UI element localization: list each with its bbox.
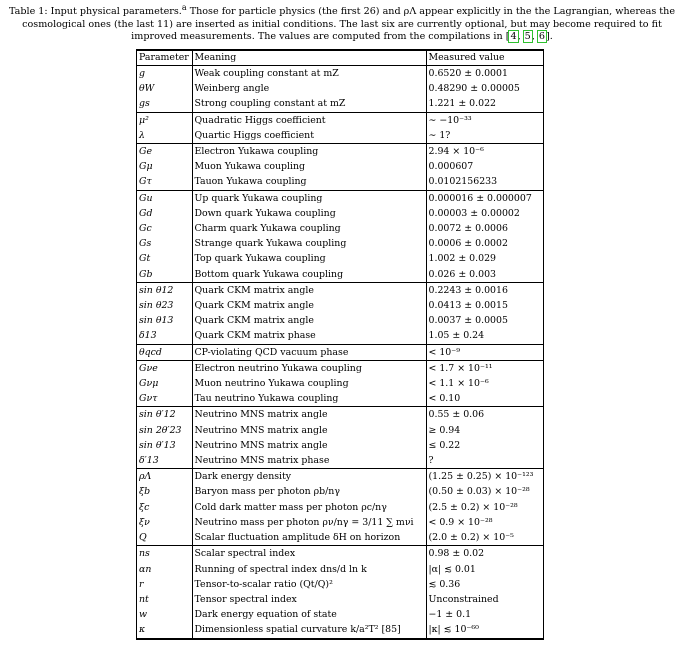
parameters-table: [136, 49, 544, 640]
value-cell: 2.94 × 10⁻⁶: [426, 144, 543, 160]
parameter-cell: Gs: [137, 236, 192, 251]
value-cell: 0.48290 ± 0.00005: [428, 83, 520, 95]
meaning-cell: Top quark Yukawa coupling: [192, 251, 426, 266]
parameter-cell: sin 2θ′23: [137, 423, 192, 438]
meaning-cell: Electron neutrino Yukawa coupling: [192, 360, 426, 376]
table-row: [137, 159, 543, 174]
value-cell: ∼ −10⁻³³: [426, 112, 543, 128]
parameter-cell: ξν: [137, 515, 192, 530]
caption-lead: Table 1: Input physical parameters.: [8, 6, 182, 18]
parameter-cell: μ²: [137, 112, 192, 128]
table-row: [137, 391, 543, 407]
table-row: [137, 267, 543, 283]
value-cell: < 0.9 × 10⁻²⁸: [428, 516, 493, 528]
parameter-cell: r: [137, 577, 192, 592]
citation-link[interactable]: 5: [524, 31, 531, 43]
meaning-cell: Quark CKM matrix angle: [192, 282, 426, 298]
table-row: [137, 577, 543, 592]
parameter-cell: ξb: [137, 484, 192, 499]
citation-link[interactable]: 6: [538, 31, 545, 43]
meaning-cell: Neutrino MNS matrix angle: [192, 438, 426, 453]
value-cell: 1.05 ± 0.24: [428, 330, 485, 342]
value-cell: (0.50 ± 0.03) × 10⁻²⁸: [428, 486, 530, 498]
parameter-cell: δ′13: [137, 453, 192, 469]
table-row: [137, 453, 543, 469]
value-cell: ?: [428, 455, 434, 467]
table-row: [137, 469, 543, 485]
table-row: [137, 407, 543, 423]
meaning-cell: Tensor-to-scalar ratio (Qt/Q)²: [192, 577, 426, 592]
value-cell: 0.0413 ± 0.0015: [428, 300, 508, 312]
meaning-cell: Electron Yukawa coupling: [192, 144, 426, 160]
value-cell: (2.5 ± 0.2) × 10⁻²⁸: [428, 501, 518, 513]
header-meaning: Meaning: [192, 51, 426, 66]
parameter-cell: θW: [137, 81, 192, 96]
parameter-cell: Gνμ: [137, 376, 192, 391]
value-cell: ≤ 0.22: [428, 439, 461, 451]
table-row: [137, 328, 543, 344]
table-row: [137, 562, 543, 577]
meaning-cell: Quadratic Higgs coefficient: [192, 112, 426, 128]
table-row: [137, 236, 543, 251]
value-cell: ≥ 0.94: [428, 424, 461, 436]
value-cell: ≲ 0.36: [428, 578, 461, 590]
table-body: [137, 66, 543, 638]
value-cell: 0.6520 ± 0.0001: [426, 66, 543, 82]
parameter-cell: ns: [137, 546, 192, 562]
meaning-cell: Charm quark Yukawa coupling: [192, 221, 426, 236]
parameter-cell: κ: [137, 622, 192, 637]
parameter-cell: Gμ: [137, 159, 192, 174]
table-row: [137, 221, 543, 236]
parameter-cell: w: [137, 607, 192, 622]
meaning-cell: Weak coupling constant at mZ: [192, 66, 426, 82]
value-cell: < 1.1 × 10⁻⁶: [428, 378, 489, 390]
parameter-cell: Gc: [137, 221, 192, 236]
table-row: [137, 206, 543, 221]
table-row: [137, 251, 543, 266]
meaning-cell: Cold dark matter mass per photon ρc/nγ: [192, 500, 426, 515]
parameter-cell: Q: [137, 530, 192, 546]
value-cell: 0.98 ± 0.02: [426, 546, 543, 562]
meaning-cell: Scalar fluctuation amplitude δH on horizon: [192, 530, 426, 546]
table-row: [137, 546, 543, 562]
parameter-cell: Gu: [137, 190, 192, 206]
parameter-cell: sin θ′12: [137, 407, 192, 423]
table-row: [137, 112, 543, 128]
table-row: [137, 66, 543, 82]
value-cell: 0.0102156233: [428, 176, 498, 188]
parameter-cell: ξc: [137, 500, 192, 515]
meaning-cell: Quark CKM matrix phase: [192, 328, 426, 344]
meaning-cell: Dark energy density: [192, 469, 426, 485]
parameter-cell: Gντ: [137, 391, 192, 407]
table-row: [137, 500, 543, 515]
parameter-cell: sin θ12: [137, 282, 192, 298]
meaning-cell: Muon Yukawa coupling: [192, 159, 426, 174]
parameter-cell: g: [137, 66, 192, 82]
caption-end: .: [549, 31, 553, 43]
meaning-cell: Baryon mass per photon ρb/nγ: [192, 484, 426, 499]
meaning-cell: Bottom quark Yukawa coupling: [192, 267, 426, 283]
table-row: [137, 592, 543, 607]
value-cell: 0.000016 ± 0.000007: [426, 190, 543, 206]
meaning-cell: Tensor spectral index: [192, 592, 426, 607]
header-measured-value: Measured value: [426, 51, 543, 66]
meaning-cell: Muon neutrino Yukawa coupling: [192, 376, 426, 391]
table-row: [137, 622, 543, 637]
caption-footnote-marker: a: [181, 3, 187, 12]
parameter-cell: λ: [137, 128, 192, 144]
caption-body: Those for particle physics (the first 26) and ρΛ appear explicitly in the the Lagrangian, whereas the cosmological ones (the last 11) are inserted as initial conditions. The last six are currently optional, but may become required to fit improved measurements. The values are computed from the compilations in: [22, 6, 676, 43]
table-row: [137, 423, 543, 438]
parameter-cell: Gτ: [137, 174, 192, 190]
table-caption: Table 1: Input physical parameters.$^a$ Those for particle physics (the first 26) and ρΛ appear explicitly in the the Lagrangian, whereas the cosmological ones (the last 11) are inserted as initial conditions. The last six are currently optional, but may become required to fit improved measurements. The values are computed from the compilations in [4, 5, 6].: [8, 3, 676, 43]
table-row: [137, 144, 543, 160]
table-row: [137, 298, 543, 313]
table-row: [137, 515, 543, 530]
table-row: [137, 344, 543, 360]
table-row: [137, 484, 543, 499]
parameter-cell: αn: [137, 562, 192, 577]
meaning-cell: Neutrino mass per photon ρν/nγ = 3/11 ∑ mνi: [192, 515, 426, 530]
table-row: [137, 438, 543, 453]
meaning-cell: Strange quark Yukawa coupling: [192, 236, 426, 251]
parameter-cell: Ge: [137, 144, 192, 160]
meaning-cell: Quark CKM matrix angle: [192, 298, 426, 313]
parameter-cell: nt: [137, 592, 192, 607]
parameter-cell: Gt: [137, 251, 192, 266]
value-cell: 0.026 ± 0.003: [428, 268, 496, 280]
meaning-cell: Running of spectral index dns/d ln k: [192, 562, 426, 577]
meaning-cell: Quark CKM matrix angle: [192, 313, 426, 328]
value-cell: 0.0072 ± 0.0006: [428, 223, 508, 235]
meaning-cell: Neutrino MNS matrix angle: [192, 423, 426, 438]
value-cell: ∼ 1?: [428, 129, 451, 141]
value-cell: (1.25 ± 0.25) × 10⁻¹²³: [426, 469, 543, 485]
meaning-cell: Dark energy equation of state: [192, 607, 426, 622]
meaning-cell: Neutrino MNS matrix phase: [192, 453, 426, 469]
header-parameter: Parameter: [137, 51, 192, 66]
parameter-cell: Gνe: [137, 360, 192, 376]
parameter-cell: Gb: [137, 267, 192, 283]
meaning-cell: Scalar spectral index: [192, 546, 426, 562]
meaning-cell: Tauon Yukawa coupling: [192, 174, 426, 190]
value-cell: 1.002 ± 0.029: [428, 253, 496, 265]
meaning-cell: Up quark Yukawa coupling: [192, 190, 426, 206]
parameter-cell: sin θ23: [137, 298, 192, 313]
meaning-cell: Strong coupling constant at mZ: [192, 96, 426, 112]
table-row: [137, 96, 543, 112]
meaning-cell: CP-violating QCD vacuum phase: [192, 344, 426, 360]
table-row: [137, 376, 543, 391]
value-cell: 0.0006 ± 0.0002: [428, 238, 508, 250]
value-cell: < 1.7 × 10⁻¹¹: [426, 360, 543, 376]
value-cell: |α| ≲ 0.01: [428, 563, 476, 575]
parameter-cell: Gd: [137, 206, 192, 221]
value-cell: < 10⁻⁹: [426, 344, 543, 360]
value-cell: −1 ± 0.1: [428, 609, 472, 621]
parameter-cell: δ13: [137, 328, 192, 344]
table-row: [137, 360, 543, 376]
meaning-cell: Tau neutrino Yukawa coupling: [192, 391, 426, 407]
table-row: [137, 81, 543, 96]
value-cell: 0.00003 ± 0.00002: [428, 207, 520, 219]
value-cell: Unconstrained: [428, 593, 499, 605]
table-row: [137, 607, 543, 622]
table-header-row: [137, 51, 543, 66]
value-cell: 0.55 ± 0.06: [426, 407, 543, 423]
table-row: [137, 313, 543, 328]
meaning-cell: Dimensionless spatial curvature k/a²T² [85]: [192, 622, 426, 637]
parameter-cell: sin θ′13: [137, 438, 192, 453]
value-cell: |κ| ≲ 10⁻⁶⁰: [428, 624, 479, 636]
parameter-cell: gs: [137, 96, 192, 112]
meaning-cell: Down quark Yukawa coupling: [192, 206, 426, 221]
table-row: [137, 174, 543, 190]
parameter-cell: θqcd: [137, 344, 192, 360]
table-row: [137, 530, 543, 546]
parameter-cell: ρΛ: [137, 469, 192, 485]
value-cell: 0.0037 ± 0.0005: [428, 315, 508, 327]
table-row: [137, 282, 543, 298]
value-cell: 0.000607: [428, 161, 474, 173]
table-row: [137, 190, 543, 206]
citation-link[interactable]: 4: [510, 31, 517, 43]
value-cell: 0.2243 ± 0.0016: [426, 282, 543, 298]
meaning-cell: Neutrino MNS matrix angle: [192, 407, 426, 423]
value-cell: (2.0 ± 0.2) × 10⁻⁵: [428, 532, 514, 544]
value-cell: 1.221 ± 0.022: [428, 98, 496, 110]
table-row: [137, 128, 543, 144]
parameter-cell: sin θ13: [137, 313, 192, 328]
meaning-cell: Weinberg angle: [192, 81, 426, 96]
value-cell: < 0.10: [428, 393, 461, 405]
meaning-cell: Quartic Higgs coefficient: [192, 128, 426, 144]
